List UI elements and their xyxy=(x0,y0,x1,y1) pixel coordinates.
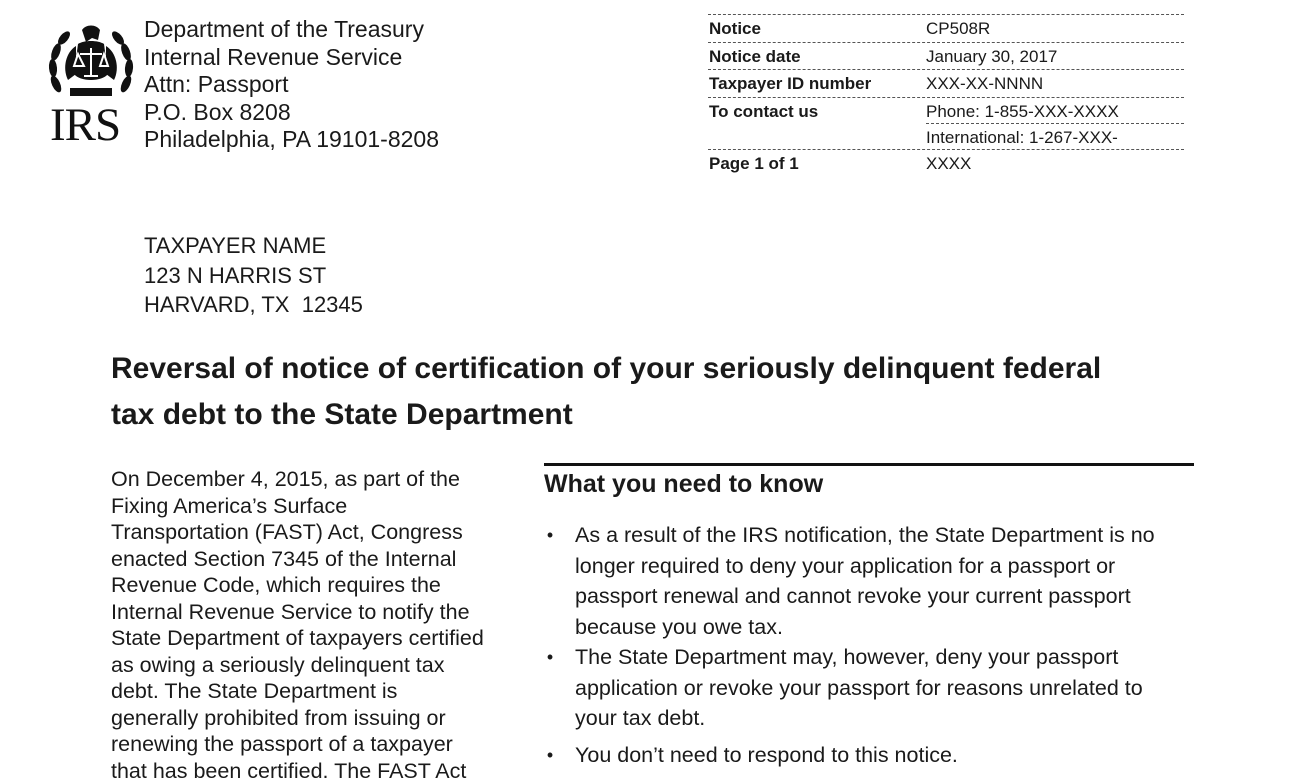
sender-line: Philadelphia, PA 19101-8208 xyxy=(144,126,439,152)
section-rule xyxy=(544,463,1194,466)
notice-row xyxy=(708,14,1184,42)
bullet-line: your tax debt. xyxy=(575,706,706,730)
contact-row xyxy=(708,97,1184,149)
bullet-line: As a result of the IRS notification, the State Department is no xyxy=(575,523,1155,547)
bullet-icon: • xyxy=(546,647,554,667)
body-line: enacted Section 7345 of the Internal xyxy=(111,546,457,571)
body-line: generally prohibited from issuing or xyxy=(111,705,446,730)
sender-line: Department of the Treasury xyxy=(144,16,424,42)
irs-eagle-icon xyxy=(48,24,134,104)
bullet-icon: • xyxy=(546,525,554,545)
what-you-need-list xyxy=(544,520,1204,770)
list-item xyxy=(544,642,1204,734)
contact-phone: Phone: 1-855-XXX-XXXX xyxy=(926,101,1119,121)
bullet-line: longer required to deny your application for a passport or xyxy=(575,553,1116,578)
body-line: Transportation (FAST) Act, Congress xyxy=(111,520,463,544)
recipient-line: 123 N HARRIS ST xyxy=(144,262,327,288)
contact-label: To contact us xyxy=(709,101,819,121)
sender-line: Attn: Passport xyxy=(144,71,289,97)
sender-line: P.O. Box 8208 xyxy=(144,98,291,125)
taxpayer-id-row xyxy=(708,69,1184,97)
sender-line: Internal Revenue Service xyxy=(144,43,403,70)
notice-date-row xyxy=(708,42,1184,70)
taxpayer-id-label: Taxpayer ID number xyxy=(709,74,872,93)
body-line: Fixing America’s Surface xyxy=(111,493,348,518)
recipient-line: TAXPAYER NAME xyxy=(144,233,327,258)
bullet-line: because you owe tax. xyxy=(575,614,783,639)
page-row xyxy=(708,149,1184,176)
body-line: On December 4, 2015, as part of the xyxy=(111,467,460,491)
bullet-line: The State Department may, however, deny your passport xyxy=(575,645,1119,669)
body-line: that has been certified. The FAST Act xyxy=(111,758,467,783)
notice-value: CP508R xyxy=(926,19,991,38)
title-line: tax debt to the State Department xyxy=(111,398,573,431)
bullet-line: application or revoke your passport for reasons unrelated to xyxy=(575,675,1143,700)
list-item xyxy=(544,740,1204,771)
body-line: Revenue Code, which requires the xyxy=(111,573,441,597)
contact-international: International: 1-267-XXX- xyxy=(926,127,1118,147)
contact-divider xyxy=(926,123,1184,124)
body-line: as owing a seriously delinquent tax xyxy=(111,652,445,677)
list-item xyxy=(544,520,1204,642)
body-line: State Department of taxpayers certified xyxy=(111,626,484,650)
body-line: renewing the passport of a taxpayer xyxy=(111,732,453,756)
page-title xyxy=(111,346,1211,438)
irs-logo xyxy=(48,24,134,151)
notice-label: Notice xyxy=(709,19,761,38)
notice-date-label: Notice date xyxy=(709,46,801,66)
body-line: debt. The State Department is xyxy=(111,679,398,703)
bullet-line: passport renewal and cannot revoke your current passport xyxy=(575,584,1131,608)
recipient-line: HARVARD, TX 12345 xyxy=(144,292,363,317)
recipient-address xyxy=(144,231,363,320)
irs-logo-text: IRS xyxy=(50,99,121,151)
notice-info-table xyxy=(708,14,1184,176)
sender-address xyxy=(144,16,439,154)
title-line: Reversal of notice of certification of your seriously delinquent federal xyxy=(111,352,1102,385)
bullet-line: You don’t need to respond to this notice. xyxy=(575,742,958,767)
notice-date-value: January 30, 2017 xyxy=(926,46,1058,66)
taxpayer-id-value: XXX-XX-NNNN xyxy=(926,74,1044,93)
what-you-need-heading: What you need to know xyxy=(544,470,824,498)
page-value: XXXX xyxy=(926,153,972,173)
bullet-icon: • xyxy=(546,744,554,765)
body-line: Internal Revenue Service to notify the xyxy=(111,599,470,624)
intro-paragraph xyxy=(111,466,521,784)
page-label: Page 1 of 1 xyxy=(709,153,799,173)
